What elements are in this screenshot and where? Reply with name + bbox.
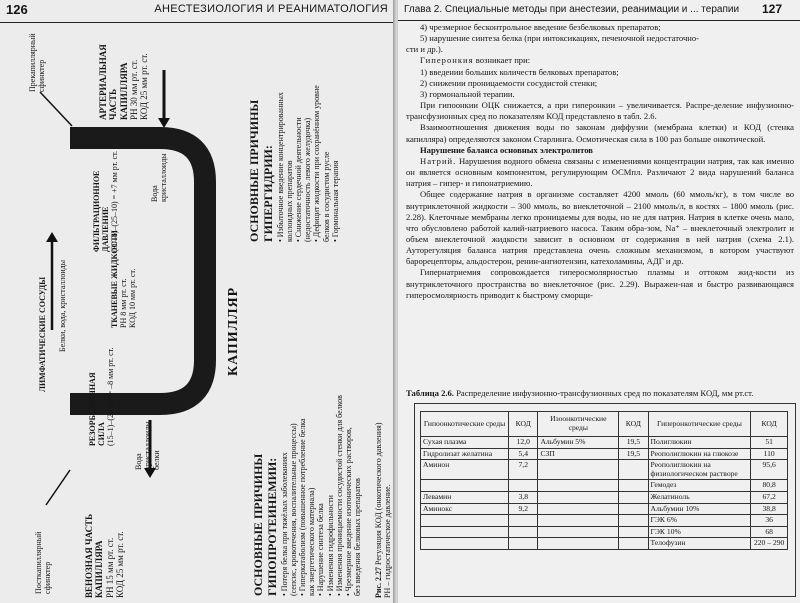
table-cell: 19,5	[619, 448, 648, 460]
hyper-item-6: белков в сосудистом русле	[321, 151, 331, 242]
tissue-kod: КОД 10 мм рт. ст.	[128, 268, 138, 328]
venous-title-1: ВЕНОЗНАЯ ЧАСТЬ	[84, 513, 94, 598]
table-cell	[619, 491, 648, 503]
table-cell: Левамин	[421, 491, 509, 503]
table-cell	[509, 480, 538, 492]
postcap-line-2: сфинктер	[43, 561, 53, 594]
right-page-header	[398, 0, 800, 21]
paragraph-4: Общее содержание натрия в организме составляет 4200 ммоль (60 ммоль/кг), в том числе во внутриклеточной жидкости – 300 ммоль, во внеклеточной – 2100 ммоль/л, в костях – 1800 ммоль (рис. 2.28). Клеточные мембраны легко проницаемы для воды, но не для натрия. Натрия в клетке очень мало, что обусловлено работой калий-натриевого насоса. Таким обра-зом, Na⁺ – внеклеточный электролит и объем внеклеточной жидкости зависит в основном от содержания в ней натрия (схема 2.1). Ауторегуляция баланса натрия представлена очень сложным механизмом, в котором участвуют барорецепторы, альдостерон, ренин-ангиотензин, катехоламины, АДГ и др.	[406, 189, 794, 267]
arterial-rh: РН 30 мм рт. ст.	[129, 59, 140, 120]
table-cell: 19,5	[619, 437, 648, 449]
table-cell: Аминокс	[421, 503, 509, 515]
table-header: Гиперонкотические среды	[648, 412, 751, 437]
resorption-force	[88, 347, 116, 446]
paragraph-1: При гипоонкии ОЦК снижается, а при гиперонкии – увеличивается. Распре-деление инфузионно-трансфузионных сред по показателям КОД представлено в табл. 2.6.	[406, 100, 794, 122]
table-cell	[421, 515, 509, 527]
right-running-title: Глава 2. Специальные методы при анестезии, реанимации и ... терапии	[404, 4, 740, 15]
water-crystalloids-top	[150, 153, 168, 202]
hyper-list-3: 3) гормональной терапии.	[420, 88, 515, 99]
hyper-list-1: 1) введении больших количеств белковых препаратов;	[420, 66, 619, 77]
filtration-title-1: ФИЛЬТРАЦИОННОЕ	[92, 170, 101, 252]
table-cell: Реополиглюкин на глюкозе	[648, 448, 751, 460]
table-cell: Телофузин	[648, 538, 751, 550]
filtration-title-2: ДАВЛЕНИЕ	[101, 206, 111, 252]
venous-kod: КОД 25 мм рт. ст.	[115, 531, 126, 598]
table-cell	[619, 460, 648, 480]
table-cell	[538, 460, 619, 480]
hyperonkia-rest: возникает при:	[473, 55, 531, 66]
table-cell	[619, 538, 648, 550]
table-header: КОД	[509, 412, 538, 437]
hyperonkia-term: Гиперонкия	[420, 55, 474, 66]
figure-caption-label: Рис. 2.27	[374, 566, 383, 598]
paragraph-2: Взаимоотношения движения воды по законам диффузии (мембрана клетки) и КОД (стенка капилляра) определяются законом Старлинга. Осмотическая сила в 100 раз больше онкотической.	[406, 122, 794, 144]
hypo-item-3: • Гиперкатаболизм (повышенное потребление белка	[297, 418, 307, 596]
venous-rh: РН 15 мм рт. ст.	[104, 537, 115, 598]
table-cell: 38,8	[751, 503, 788, 515]
table-cell: Гидролизат желатина	[421, 448, 509, 460]
text-line-1: 4) чрезмерное бесконтрольное введение безбелковых препаратов;	[420, 22, 661, 32]
table-cell: ГЭК 6%	[648, 515, 751, 527]
table-cell: СЗП	[538, 448, 619, 460]
left-page	[0, 0, 396, 603]
hypoproteinemia-causes	[252, 395, 362, 596]
right-page	[398, 0, 800, 603]
water-bottom-1: Вода	[134, 453, 143, 470]
table-header: Гипоонкотические среды	[421, 412, 509, 437]
venous-title-2: КАПИЛЛЯРА	[94, 540, 105, 598]
table-cell: 5,4	[509, 448, 538, 460]
hypo-item-6: • Изменения гидрофильности	[325, 495, 335, 596]
table-cell: 3,8	[509, 491, 538, 503]
table-cell: Аминон	[421, 460, 509, 480]
right-page-number: 127	[761, 2, 782, 16]
table-cell: 220 – 290	[751, 538, 788, 550]
body-text	[406, 22, 794, 301]
postcap-line-1: Посткапиллярный	[34, 531, 43, 594]
resorption-title-2: СИЛА	[97, 422, 107, 446]
arrow-postcap	[46, 470, 70, 505]
water-bottom-2: кристаллоиды	[143, 421, 153, 470]
table-cell	[538, 526, 619, 538]
venous-part	[84, 514, 125, 598]
hyper-title-2: ГИПЕРГИДРИИ:	[260, 145, 275, 242]
hypo-item-1: • Потеря белка при тяжёлых заболеваниях	[279, 452, 289, 596]
hypo-item-7: • Изменения проницаемости сосудистой стенки для белков	[334, 395, 344, 596]
table-cell: 68	[751, 526, 788, 538]
table-cell	[619, 503, 648, 515]
table-row	[421, 526, 788, 538]
sodium-term: Натрий.	[420, 155, 457, 166]
table-cell: 7,2	[509, 460, 538, 480]
hyper-item-4: (недостаточность левого желудочка)	[303, 117, 313, 242]
water-top-1: Вода	[150, 185, 159, 202]
table-header-row	[421, 412, 788, 437]
hypo-item-5: • Нарушение синтеза белка	[316, 503, 326, 596]
figure-caption-text: Регуляция КОД (онкотического давления)	[374, 422, 383, 565]
table-row	[421, 491, 788, 503]
table-header: КОД	[619, 412, 648, 437]
table-row	[421, 460, 788, 480]
figure-caption-text-2: РН – гидростатическое давление.	[383, 484, 393, 598]
table-header: КОД	[751, 412, 788, 437]
table-cell: Альбумин 5%	[538, 437, 619, 449]
lymph-title: ЛИМФАТИЧЕСКИЕ СОСУДЫ	[38, 276, 47, 392]
hyperhydria-causes	[248, 85, 340, 242]
hypo-item-2: (сепсис, кровотечения, воспалительные процессы)	[288, 423, 298, 596]
arrowhead-lymph	[46, 232, 58, 242]
section-heading: Нарушение баланса основных электролитов	[420, 144, 593, 155]
table-cell: 110	[751, 448, 788, 460]
arterial-part	[98, 44, 150, 120]
hypo-title-1: ОСНОВНЫЕ ПРИЧИНЫ	[251, 453, 265, 596]
text-line-3: сти и др.).	[406, 44, 443, 55]
hyper-item-5: • Дефицит жидкости при сохранённом уровне	[312, 85, 322, 242]
water-top-2: кристаллоиды	[159, 153, 169, 202]
kod-table	[420, 411, 788, 550]
left-running-title: АНЕСТЕЗИОЛОГИЯ И РЕАНИМАТОЛОГИЯ	[154, 3, 388, 15]
table-title: Распределение инфузионно-трансфузионных сред по показателям КОД, мм рт.ст.	[453, 388, 754, 398]
table-row	[421, 480, 788, 492]
tissue-fluids	[110, 230, 138, 328]
table-cell: 36	[751, 515, 788, 527]
postcap-sphincter-label	[34, 532, 52, 594]
arterial-title-3: КАПИЛЛЯРА	[118, 62, 129, 120]
hyper-item-1: • Избыточное введение концентрированных	[275, 92, 285, 242]
table-cell: 80,8	[751, 480, 788, 492]
table-row	[421, 503, 788, 515]
hyper-title-1: ОСНОВНЫЕ ПРИЧИНЫ	[247, 99, 261, 242]
table-cell	[619, 515, 648, 527]
text-line-2: 5) нарушение синтеза белка (при интоксикациях, печеночной недостаточно-	[420, 33, 700, 44]
table-cell	[619, 526, 648, 538]
precap-sphincter-label	[28, 33, 46, 92]
table-cell	[538, 503, 619, 515]
table-caption	[406, 388, 792, 399]
precap-line-1: Прекапиллярный	[28, 33, 37, 92]
arterial-title-2: ЧАСТЬ	[108, 88, 119, 120]
resorption-formula: (15–1)–(25–10)= –8 мм рт. ст.	[106, 347, 116, 446]
lymph-vessels	[38, 277, 47, 392]
table-cell: 67,2	[751, 491, 788, 503]
hypo-item-8: • Чрезмерное введение изотонических растворов,	[343, 427, 353, 596]
table-cell	[421, 480, 509, 492]
table-cell	[538, 515, 619, 527]
table-cell	[538, 538, 619, 550]
table-body	[421, 437, 788, 550]
table-header: Изоонкотические среды	[538, 412, 619, 437]
table-cell	[538, 491, 619, 503]
table-row	[421, 538, 788, 550]
hyper-item-2: коллоидных препаратов	[284, 160, 294, 242]
filtration-formula: (30–8)–(25–10) = +7 мм рт. ст.	[110, 150, 120, 252]
table-row	[421, 448, 788, 460]
left-page-number: 126	[6, 2, 28, 17]
table-cell: 95,6	[751, 460, 788, 480]
paragraph-5: Гипернатриемия сопровождается гиперосмолярностью плазмы и оттоком жид-кости из внутриклеточного пространства во внеклеточное (рис. 2.29). Выражен-ная и быстро развивающаяся гиперосмолярность приводит к быстрому сморщи-	[406, 267, 794, 300]
hyper-item-3: • Снижение сердечной деятельности	[293, 117, 303, 242]
water-bottom-3: белки	[152, 450, 162, 470]
table-cell: 12,0	[509, 437, 538, 449]
paragraph-sodium	[406, 156, 794, 189]
tissue-rh: РН 8 мм рт. ст.	[119, 278, 129, 328]
arrow-precap	[40, 92, 72, 126]
table-cell: 51	[751, 437, 788, 449]
hypo-item-4: как энергетического материала)	[307, 487, 317, 596]
table-cell	[421, 526, 509, 538]
table-cell	[619, 480, 648, 492]
hyper-item-7: • Гормональная терапия	[330, 160, 340, 242]
arrowhead-arterial	[158, 118, 170, 128]
table-row	[421, 515, 788, 527]
table-cell	[509, 526, 538, 538]
table-cell: Полиглюкин	[648, 437, 751, 449]
hypo-item-9: без введения белковых препаратов	[353, 478, 363, 596]
table-cell: Желатиноль	[648, 491, 751, 503]
resorption-title-1: РЕЗОРБЦИОННАЯ	[88, 372, 97, 446]
hypo-title-2: ГИПОПРОТЕИНЕМИИ:	[264, 457, 279, 596]
capillary-label: КАПИЛЛЯР	[226, 286, 241, 376]
table-cell: Сухая плазма	[421, 437, 509, 449]
tissue-title: ТКАНЕВЫЕ ЖИДКОСТИ	[110, 230, 119, 328]
table-cell: Альбумин 10%	[648, 503, 751, 515]
table-cell: ГЭК 10%	[648, 526, 751, 538]
table-cell: Реополиглюкин на физиологическом растворе	[648, 460, 751, 480]
lymph-contents: Белки, вода, кристаллоиды	[58, 259, 67, 352]
sodium-text: Нарушения водного обмена связаны с изменениями концентрации натрия, так как именно он является основным компонентом, регулирующим ОСМпл. Различают 2 вида нарушений баланса натрия – гипер- и гипонатриемию.	[406, 155, 794, 189]
arterial-title-1: АРТЕРИАЛЬНАЯ	[98, 44, 108, 120]
table-cell	[509, 515, 538, 527]
table-cell: 9,2	[509, 503, 538, 515]
table-cell	[538, 480, 619, 492]
precap-line-2: сфинктер	[37, 59, 47, 92]
water-crystalloids-bottom	[134, 421, 162, 470]
table-cell: Гемодез	[648, 480, 751, 492]
hyper-list-2: 2) снижении проницаемости сосудистой стенки;	[420, 77, 598, 88]
table-row	[421, 437, 788, 449]
table-label: Таблица 2.6.	[406, 388, 454, 398]
table-cell	[421, 538, 509, 550]
arterial-kod: КОД 25 мм рт. ст.	[139, 53, 150, 120]
hyperonkia-intro	[406, 55, 794, 66]
figure-caption	[374, 423, 392, 598]
table-cell	[509, 538, 538, 550]
